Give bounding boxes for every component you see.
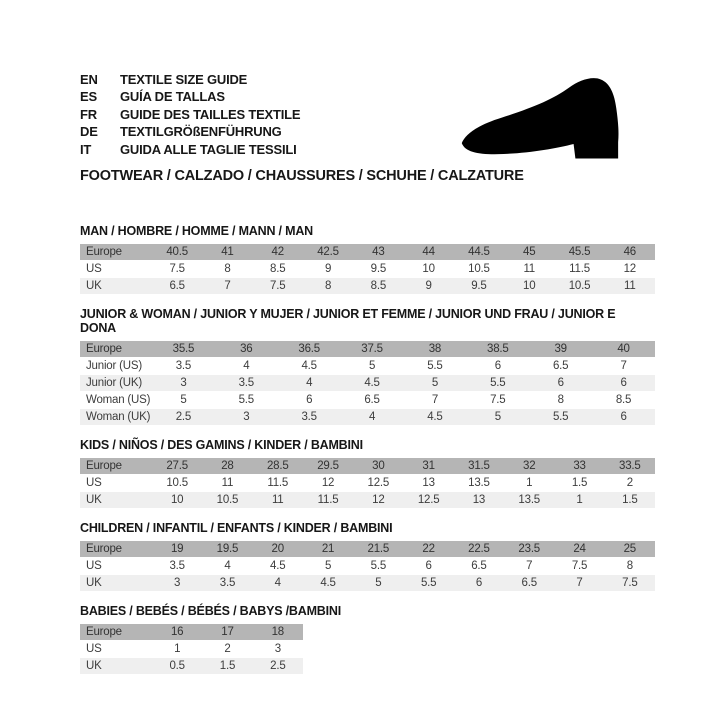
- size-cell: 7.5: [270, 280, 286, 293]
- size-cell: 8: [557, 394, 564, 407]
- size-cell: 27.5: [166, 460, 188, 473]
- table-row: [80, 492, 655, 508]
- size-cell: 4: [243, 360, 250, 373]
- row-label: US: [86, 560, 102, 573]
- size-cell: 21: [321, 543, 335, 556]
- size-cell: 3.5: [169, 560, 185, 573]
- table-row: [80, 358, 655, 374]
- size-table: [80, 458, 655, 508]
- size-cell: 7.5: [622, 577, 638, 590]
- size-cell: 7: [620, 360, 627, 373]
- size-cell: 40.5: [166, 246, 188, 259]
- size-cell: 4.5: [364, 377, 380, 390]
- size-cell: 45.5: [568, 246, 591, 259]
- size-cell: 9: [425, 280, 432, 293]
- size-cell: 38.5: [487, 343, 509, 356]
- size-cell: 37.5: [361, 343, 383, 356]
- shoe-icon: [452, 74, 657, 174]
- language-label: GUIDE DES TAILLES TEXTILE: [120, 106, 301, 122]
- size-cell: 21.5: [367, 543, 390, 556]
- size-cell: 22.5: [468, 543, 490, 556]
- table-title: CHILDREN / INFANTIL / ENFANTS / KINDER / BAMBINI: [80, 521, 393, 536]
- size-cell: 11: [221, 477, 234, 490]
- size-cell: 3.5: [301, 411, 317, 424]
- size-cell: 31.5: [468, 460, 490, 473]
- size-cell: 11.5: [317, 494, 339, 507]
- language-label: TEXTILGRÖßENFÜHRUNG: [120, 124, 282, 140]
- size-cell: 13: [422, 477, 435, 490]
- size-cell: 12: [372, 494, 385, 507]
- size-cell: 10.5: [166, 477, 188, 490]
- size-cell: 11: [271, 494, 284, 507]
- size-cell: 7.5: [571, 560, 588, 573]
- row-label: UK: [86, 494, 102, 507]
- size-cell: 6.5: [169, 280, 185, 293]
- size-cell: 13.5: [518, 494, 541, 507]
- size-cell: 3: [274, 643, 281, 656]
- size-cell: 8.5: [615, 394, 632, 407]
- size-cell: 36: [240, 343, 253, 356]
- table-row: [80, 278, 655, 294]
- row-label: UK: [86, 577, 102, 590]
- size-cell: 3.5: [175, 360, 192, 373]
- size-cell: 31: [422, 460, 435, 473]
- tables-area: [80, 224, 650, 674]
- language-code: IT: [80, 141, 92, 157]
- size-cell: 45: [523, 246, 536, 259]
- size-cell: 42.5: [317, 246, 339, 259]
- size-cell: 2: [224, 643, 231, 656]
- size-cell: 2: [626, 477, 633, 490]
- size-cell: 7.5: [169, 263, 185, 276]
- size-cell: 6: [306, 394, 313, 407]
- size-cell: 6: [620, 377, 627, 390]
- size-cell: 1: [526, 477, 533, 490]
- table-header-row: [80, 458, 655, 474]
- size-cell: 1: [174, 643, 181, 656]
- size-cell: 1.5: [571, 477, 588, 490]
- size-cell: 4: [306, 377, 313, 390]
- size-guide-section: [80, 224, 650, 294]
- size-cell: 5: [494, 411, 501, 424]
- size-cell: 24: [573, 543, 586, 556]
- size-cell: 11: [523, 263, 535, 276]
- size-cell: 3.5: [219, 577, 236, 590]
- size-cell: 5: [375, 577, 382, 590]
- row-label: Junior (UK): [86, 377, 142, 390]
- language-label: TEXTILE SIZE GUIDE: [120, 72, 248, 87]
- size-cell: 6: [557, 377, 564, 390]
- size-cell: 5.5: [238, 394, 254, 407]
- row-label: UK: [86, 660, 102, 673]
- language-label: GUIDA ALLE TAGLIE TESSILI: [120, 141, 297, 157]
- size-cell: 19.5: [216, 543, 239, 556]
- size-table: [80, 341, 655, 425]
- size-cell: 6: [425, 560, 432, 573]
- size-cell: 13: [472, 494, 486, 507]
- row-label: Junior (US): [86, 360, 142, 373]
- table-row: [80, 409, 655, 425]
- row-label: Europe: [86, 343, 122, 356]
- row-label: Europe: [86, 246, 122, 259]
- size-cell: 16: [170, 626, 184, 639]
- size-cell: 10.5: [568, 280, 591, 293]
- size-cell: 5.5: [552, 411, 569, 424]
- table-title: BABIES / BEBÉS / BÉBÉS / BABYS /BAMBINI: [80, 604, 341, 619]
- size-cell: 6.5: [471, 560, 487, 573]
- size-cell: 3.5: [238, 377, 254, 390]
- table-row: [80, 641, 303, 657]
- size-cell: 32: [523, 460, 536, 473]
- size-cell: 1.5: [219, 660, 236, 673]
- size-cell: 25: [623, 543, 637, 556]
- size-cell: 23.5: [518, 543, 541, 556]
- size-cell: 44.5: [468, 246, 490, 259]
- size-cell: 19: [170, 543, 184, 556]
- category-title: FOOTWEAR / CALZADO / CHAUSSURES / SCHUHE / CALZATURE: [80, 168, 524, 185]
- size-cell: 10: [422, 263, 435, 276]
- size-cell: 28: [221, 460, 234, 473]
- size-cell: 5: [180, 394, 187, 407]
- size-cell: 40: [617, 343, 630, 356]
- table-row: [80, 261, 655, 277]
- size-cell: 13.5: [468, 477, 490, 490]
- size-table: [80, 624, 303, 674]
- size-guide-section: [80, 604, 650, 674]
- language-code: DE: [80, 124, 98, 140]
- table-row: [80, 558, 655, 574]
- size-cell: 12.5: [417, 494, 440, 507]
- language-label: GUÍA DE TALLAS: [120, 89, 225, 105]
- row-label: US: [86, 263, 102, 276]
- size-cell: 0.5: [169, 660, 185, 673]
- size-cell: 10.5: [216, 494, 239, 507]
- size-cell: 20: [271, 543, 284, 556]
- row-label: Europe: [86, 460, 122, 473]
- row-label: Woman (US): [86, 394, 151, 407]
- size-cell: 43: [372, 246, 385, 259]
- size-cell: 12: [623, 263, 637, 276]
- size-cell: 5: [368, 360, 376, 373]
- size-cell: 18: [271, 626, 285, 639]
- size-cell: 10: [170, 494, 184, 507]
- size-cell: 11.5: [569, 263, 590, 276]
- size-cell: 8.5: [270, 263, 286, 276]
- size-cell: 5.5: [370, 560, 387, 573]
- size-cell: 8.5: [370, 280, 387, 293]
- row-label: US: [86, 477, 102, 490]
- table-row: [80, 475, 655, 491]
- size-cell: 12: [321, 477, 335, 490]
- size-cell: 6: [475, 577, 483, 590]
- size-cell: 4.5: [320, 577, 336, 590]
- row-label: Woman (UK): [86, 411, 151, 424]
- size-cell: 38: [428, 343, 442, 356]
- table-header-row: [80, 341, 655, 357]
- size-cell: 5.5: [420, 577, 437, 590]
- language-code: EN: [80, 72, 98, 87]
- size-cell: 6: [494, 360, 501, 373]
- size-cell: 11.5: [267, 477, 289, 490]
- size-cell: 8: [324, 280, 332, 293]
- table-title: JUNIOR & WOMAN / JUNIOR Y MUJER / JUNIOR ET FEMME / JUNIOR UND FRAU / JUNIOR E DONA: [80, 307, 616, 336]
- size-cell: 9.5: [370, 263, 387, 276]
- size-cell: 4: [368, 411, 376, 424]
- size-cell: 1.5: [622, 494, 638, 507]
- size-cell: 7.5: [490, 394, 506, 407]
- table-row: [80, 375, 655, 391]
- size-cell: 4: [224, 560, 231, 573]
- size-cell: 3: [243, 411, 250, 424]
- table-header-row: [80, 541, 655, 557]
- size-cell: 4: [274, 577, 281, 590]
- size-cell: 3: [174, 577, 181, 590]
- size-cell: 7: [224, 280, 231, 293]
- language-code: ES: [80, 89, 97, 105]
- table-row: [80, 575, 655, 591]
- size-cell: 30: [372, 460, 385, 473]
- size-cell: 5: [324, 560, 332, 573]
- size-cell: 2.5: [175, 411, 192, 424]
- size-cell: 7: [576, 577, 583, 590]
- size-guide-section: [80, 438, 650, 508]
- size-cell: 1: [576, 494, 583, 507]
- size-cell: 12.5: [367, 477, 390, 490]
- row-label: US: [86, 643, 102, 656]
- size-cell: 6: [620, 411, 627, 424]
- table-title: KIDS / NIÑOS / DES GAMINS / KINDER / BAMBINI: [80, 438, 363, 453]
- size-cell: 9: [324, 263, 332, 276]
- size-cell: 8: [626, 560, 633, 573]
- size-table: [80, 541, 655, 591]
- table-row: [80, 392, 655, 408]
- row-label: Europe: [86, 543, 122, 556]
- size-cell: 46: [623, 246, 637, 259]
- size-cell: 29.5: [317, 460, 339, 473]
- size-cell: 5.5: [490, 377, 506, 390]
- size-cell: 6.5: [521, 577, 537, 590]
- size-table: [80, 244, 655, 294]
- size-cell: 6.5: [364, 394, 380, 407]
- size-cell: 41: [221, 246, 234, 259]
- size-cell: 17: [221, 626, 234, 639]
- size-cell: 22: [422, 543, 435, 556]
- size-cell: 33: [573, 460, 586, 473]
- size-cell: 10: [523, 280, 536, 293]
- language-code: FR: [80, 106, 97, 122]
- table-header-row: [80, 624, 303, 640]
- size-cell: 35.5: [172, 343, 195, 356]
- table-title: MAN / HOMBRE / HOMME / MANN / MAN: [80, 224, 313, 239]
- table-row: [80, 658, 303, 674]
- size-cell: 36.5: [298, 343, 320, 356]
- row-label: UK: [86, 280, 102, 293]
- size-cell: 9.5: [471, 280, 487, 293]
- size-cell: 10.5: [468, 263, 490, 276]
- size-cell: 3: [180, 377, 187, 390]
- size-cell: 28.5: [266, 460, 289, 473]
- size-cell: 6.5: [552, 360, 569, 373]
- size-guide-section: [80, 307, 650, 425]
- size-cell: 44: [422, 246, 435, 259]
- size-cell: 33.5: [619, 460, 641, 473]
- size-cell: 7: [431, 394, 439, 407]
- size-guide-section: [80, 521, 650, 591]
- row-label: Europe: [86, 626, 122, 639]
- size-cell: 4.5: [270, 560, 286, 573]
- size-cell: 5.5: [427, 360, 443, 373]
- size-cell: 11: [624, 280, 636, 293]
- size-cell: 39: [554, 343, 567, 356]
- size-cell: 7: [526, 560, 533, 573]
- size-cell: 4.5: [427, 411, 443, 424]
- size-cell: 5: [431, 377, 439, 390]
- size-cell: 4.5: [301, 360, 317, 373]
- table-header-row: [80, 244, 655, 260]
- size-cell: 8: [224, 263, 231, 276]
- size-cell: 42: [271, 246, 284, 259]
- size-cell: 2.5: [270, 660, 286, 673]
